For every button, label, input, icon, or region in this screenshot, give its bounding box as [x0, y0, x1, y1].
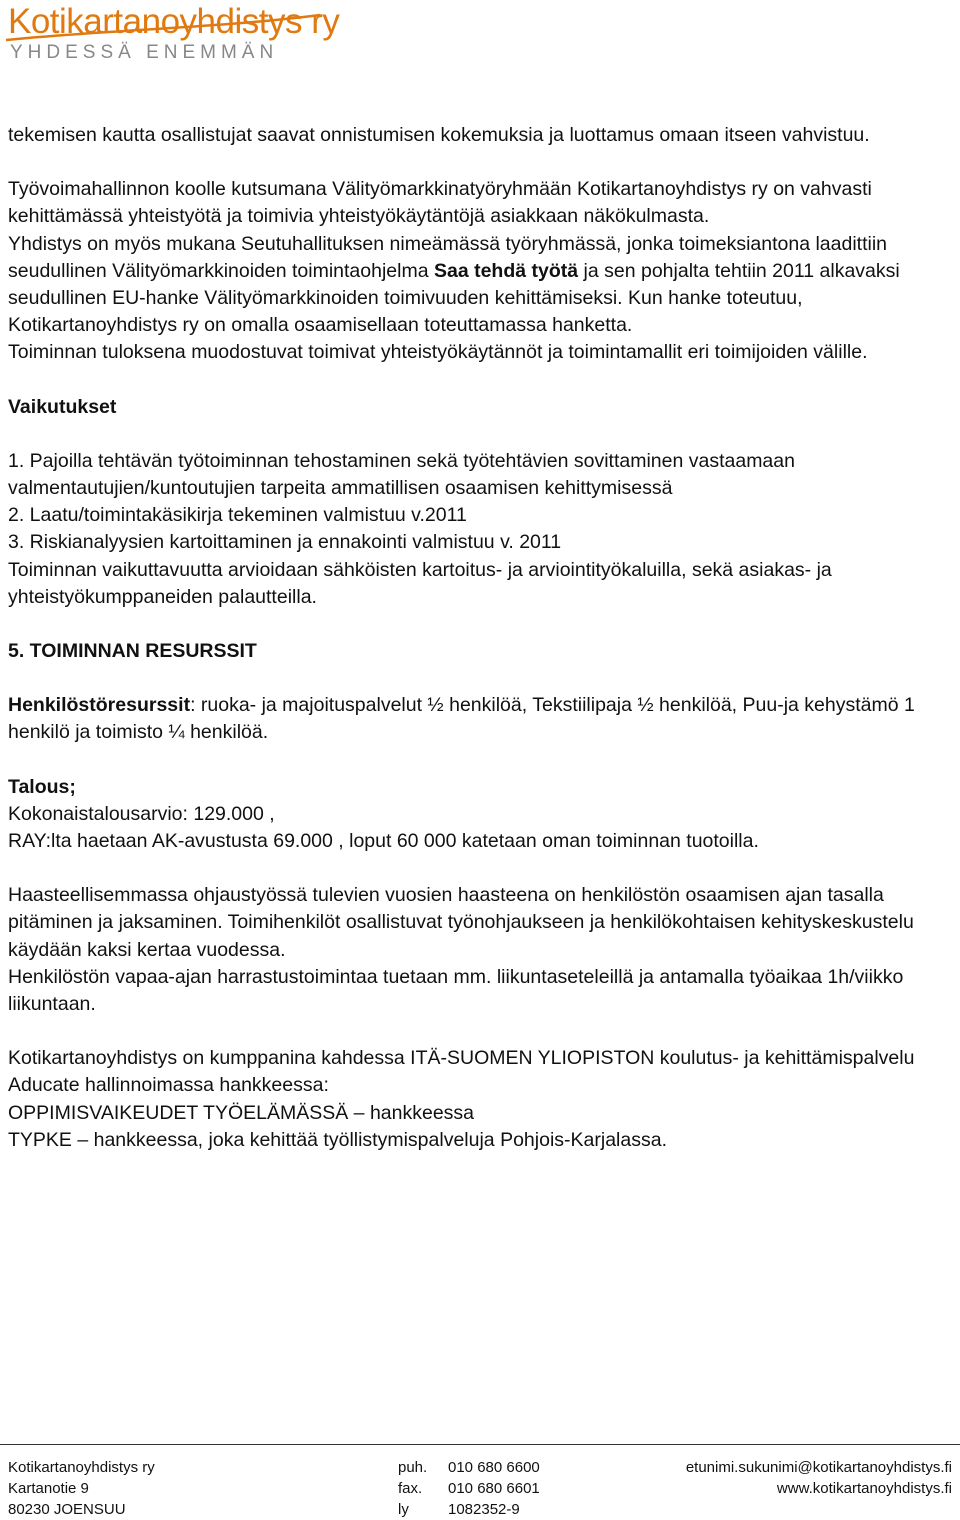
section-heading: Talous; — [8, 775, 76, 798]
paragraph: OPPIMISVAIKEUDET TYÖELÄMÄSSÄ – hankkeessa — [8, 1101, 475, 1124]
list-item: 2. Laatu/toimintakäsikirja tekeminen valmistuu v.2011 — [8, 504, 467, 527]
logo-title: Kotikartanoyhdistys ry — [8, 2, 340, 41]
list-item: 1. Pajoilla tehtävän työtoiminnan tehostaminen sekä työtehtävien sovittaminen vastaamaan valmentautujien/kuntoutujien tarpeita ammatillisen osaamisen kehittymisessä — [8, 449, 795, 500]
paragraph — [8, 231, 953, 340]
footer-business-id: 1082352-9 — [448, 1501, 520, 1518]
letterhead — [0, 0, 960, 90]
footer-fax: 010 680 6601 — [448, 1480, 540, 1497]
paragraph: Haasteellisemmassa ohjaustyössä tulevien vuosien haasteena on henkilöstön osaamisen ajan tasalla pitäminen ja jaksaminen. Toimihenkilöt osallistuvat työnohjaukseen ja henkilökohtaisen kehityskeskustelu käydään kaksi kertaa vuodessa. — [8, 884, 914, 961]
paragraph: Toiminnan vaikuttavuutta arvioidaan sähköisten kartoitus- ja arviointityökaluilla, sekä asiakas- ja yhteistyökumppaneiden palautteilla. — [8, 558, 832, 608]
footer-website[interactable]: www.kotikartanoyhdistys.fi — [776, 1480, 952, 1497]
paragraph-text: : ruoka- ja majoituspalvelut ½ henkilöä, Tekstiilipaja ½ henkilöä, Puu-ja kehystämö 1 henkilö ja toimisto ¼ henkilöä. — [8, 694, 915, 744]
footer-label-phone: puh. — [398, 1459, 428, 1476]
section-heading: Vaikutukset — [8, 395, 117, 418]
paragraph-text: Yhdistys on myös mukana Seutuhallituksen nimeämässä työryhmässä, jonka toimeksiantona laadittiin seudullinen Välityömarkkinoiden toimintaohjelma — [8, 232, 888, 282]
paragraph: Henkilöstön vapaa-ajan harrastustoimintaa tuetaan mm. liikuntaseteleillä ja antamalla työaikaa 1h/viikko liikuntaan. — [8, 965, 904, 1016]
footer-city: 80230 JOENSUU — [8, 1501, 126, 1518]
paragraph: Toiminnan tuloksena muodostuvat toimivat yhteistyökäytännöt ja toimintamallit eri toimijoiden välille. — [8, 341, 868, 364]
paragraph: Kokonaistalousarvio: 129.000 , — [8, 802, 275, 825]
paragraph — [8, 692, 953, 746]
footer-label-business-id: ly — [398, 1501, 409, 1518]
inline-heading: Henkilöstöresurssit — [8, 694, 191, 717]
page-footer — [0, 1444, 960, 1518]
program-name: Saa tehdä työtä — [433, 259, 579, 282]
footer-online — [686, 1457, 952, 1499]
footer-label-fax: fax. — [398, 1480, 423, 1497]
paragraph-text: ja sen pohjalta tehtiin 2011 alkavaksi seudullinen EU-hanke Välityömarkkinoiden toimivuuden kehittämiseksi. Kun hanke toteutuu, Kotikartanoyhdistys ry on omalla osaamisellaan toteuttamassa hanketta. — [8, 259, 900, 337]
list-item: 3. Riskianalyysien kartoittaminen ja ennakointi valmistuu v. 2011 — [8, 531, 562, 554]
paragraph: Työvoimahallinnon koolle kutsumana Välityömarkkinatyöryhmään Kotikartanoyhdistys ry on vahvasti kehittämässä yhteistyötä ja toimivia yhteistyökäytäntöjä asiakkaan näkökulmasta. — [8, 178, 872, 228]
paragraph: tekemisen kautta osallistujat saavat onnistumisen kokemuksia ja luottamus omaan itseen vahvistuu. — [8, 124, 870, 146]
footer-email[interactable]: etunimi.sukunimi@kotikartanoyhdistys.fi — [685, 1459, 952, 1476]
footer-org: Kotikartanoyhdistys ry — [8, 1459, 155, 1476]
section-heading: 5. TOIMINNAN RESURSSIT — [8, 640, 257, 663]
footer-phone: 010 680 6600 — [448, 1459, 540, 1476]
paragraph: RAY:lta haetaan AK-avustusta 69.000 , loput 60 000 katetaan oman toiminnan tuotoilla. — [8, 830, 759, 853]
logo-tagline: YHDESSÄ ENEMMÄN — [10, 42, 279, 63]
footer-street: Kartanotie 9 — [8, 1480, 89, 1497]
document-body — [8, 122, 953, 1154]
paragraph: Kotikartanoyhdistys on kumppanina kahdessa ITÄ-SUOMEN YLIOPISTON koulutus- ja kehittämispalvelu Aducate hallinnoimassa hankkeessa: — [8, 1047, 915, 1097]
paragraph: TYPKE – hankkeessa, joka kehittää työllistymispalveluja Pohjois-Karjalassa. — [8, 1128, 667, 1151]
